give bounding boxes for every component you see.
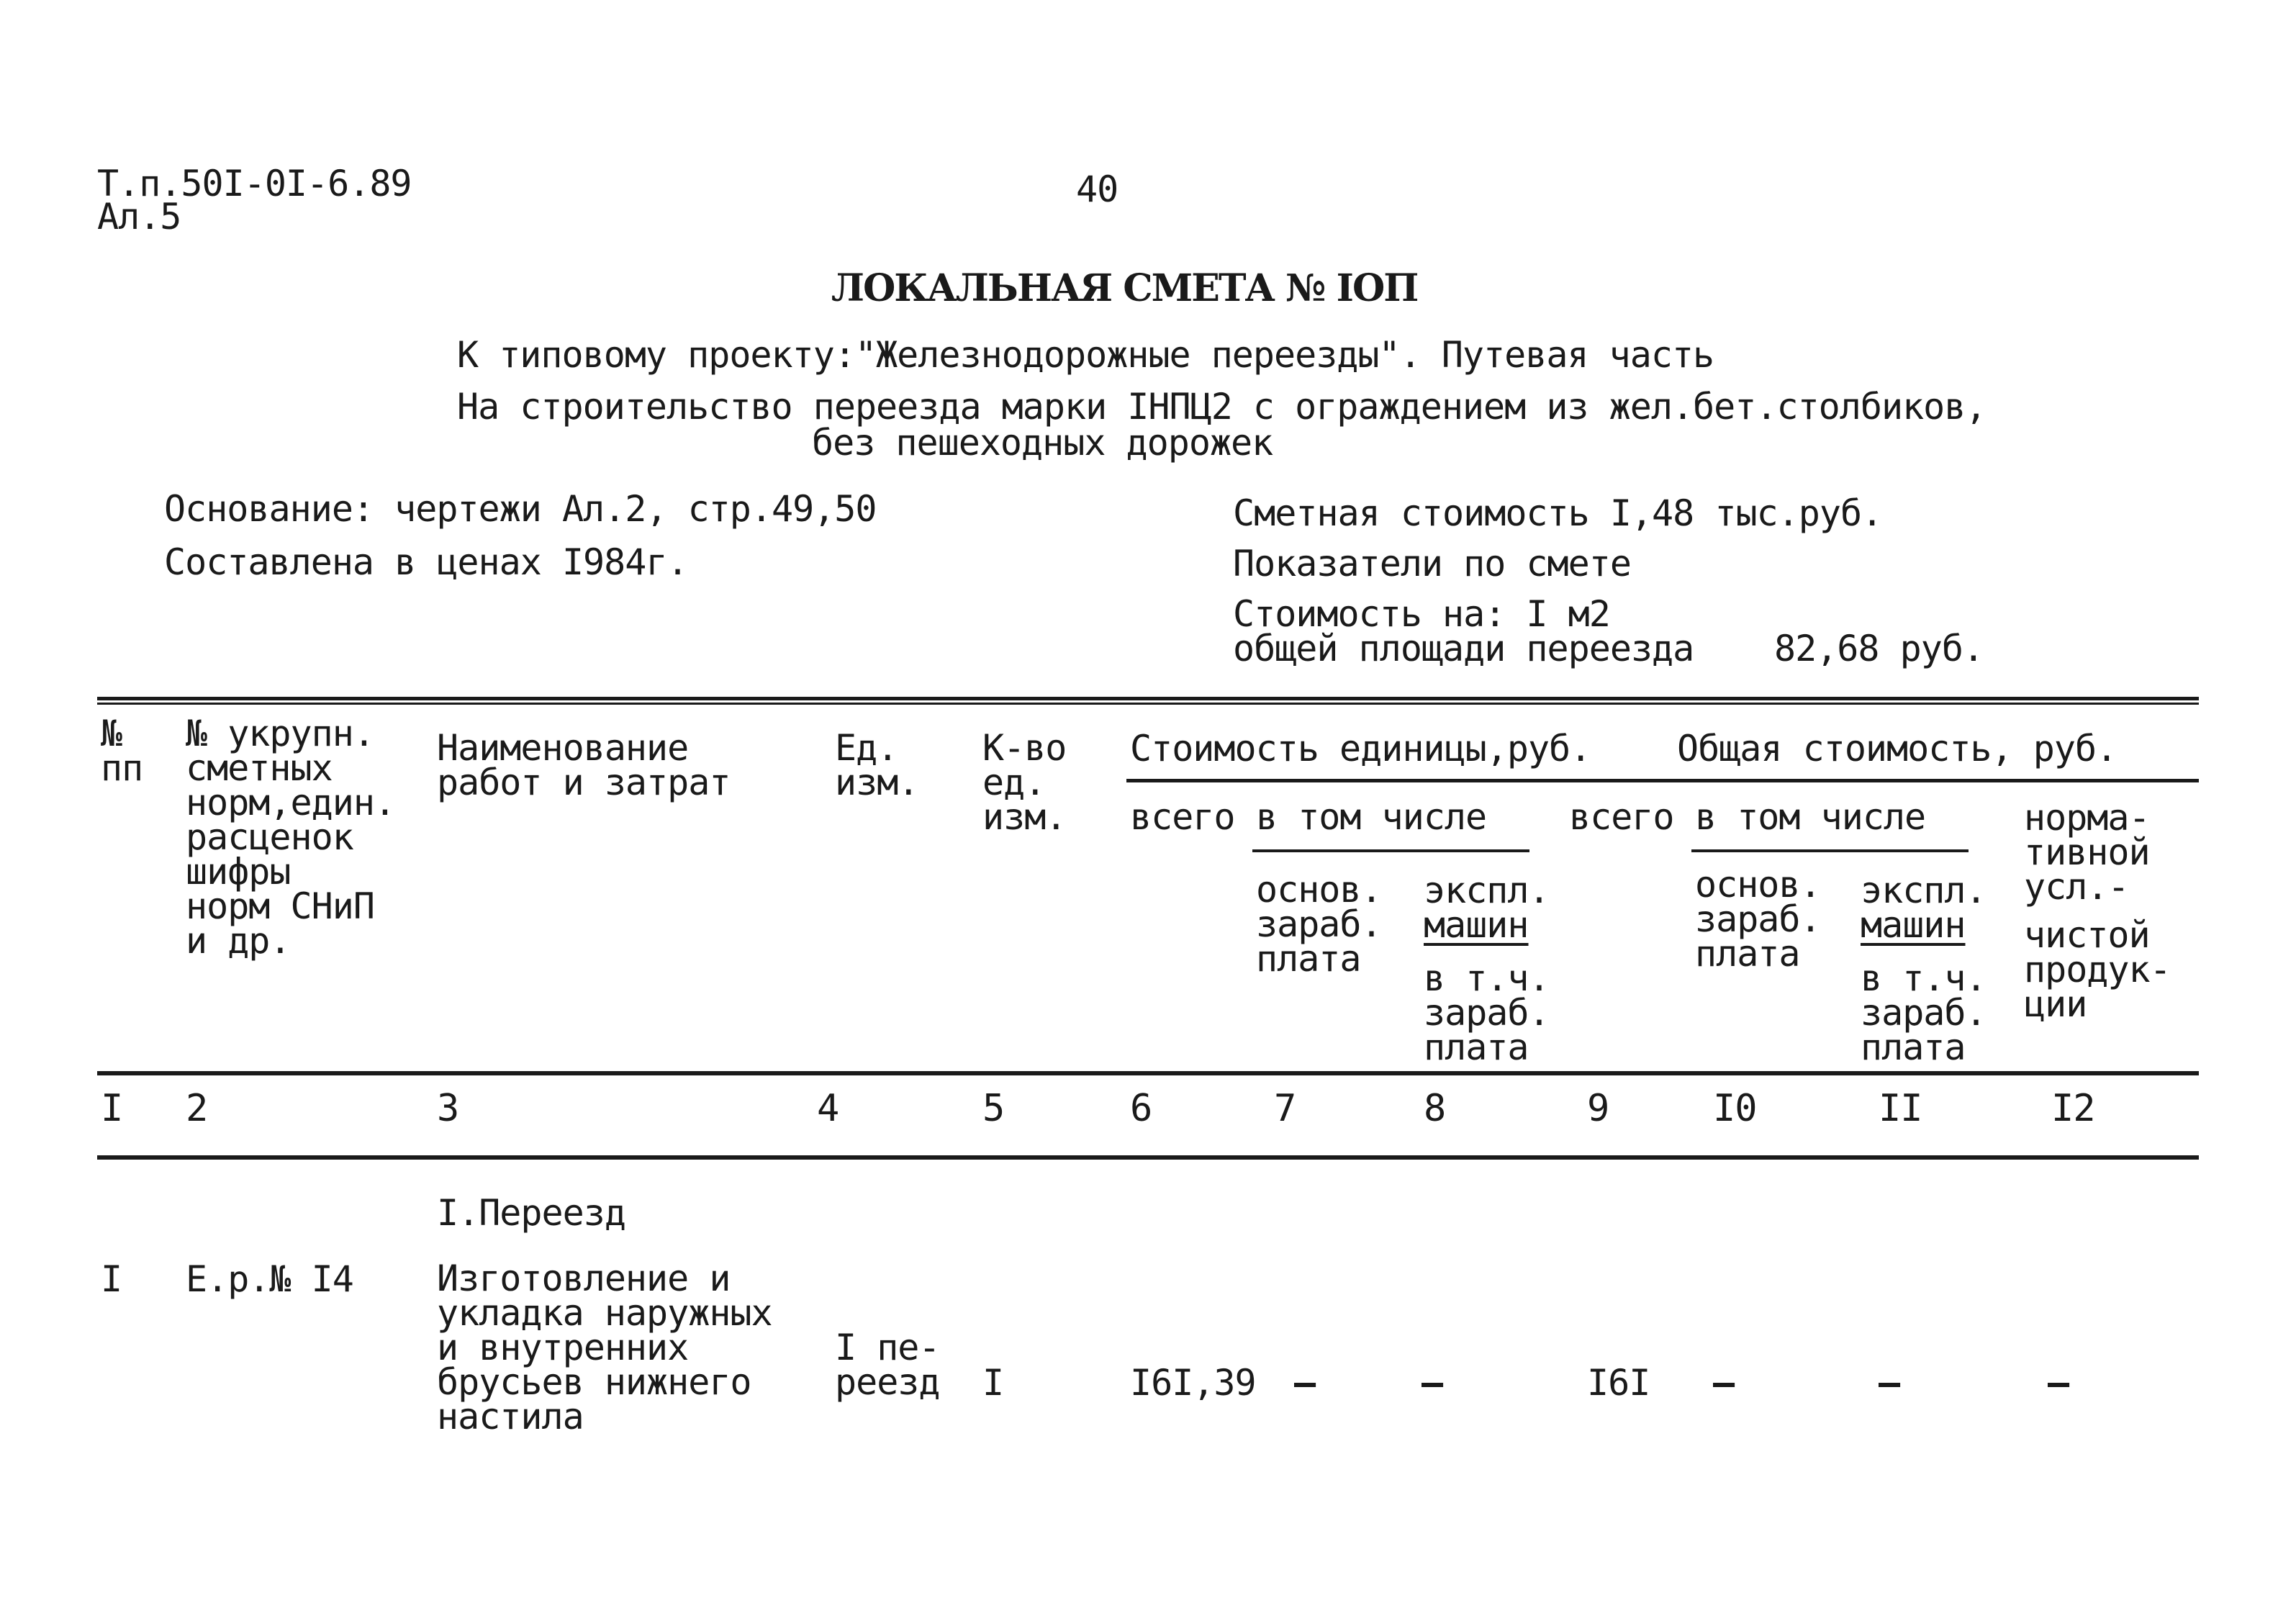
page-number: 40 (1076, 168, 1118, 210)
row-unit: I пе- реезд (835, 1327, 940, 1403)
cost-per-area-value: 82,68 руб. (1774, 628, 1984, 669)
row-unit-machine: – (1422, 1362, 1443, 1404)
header-unit-including-rule (1252, 849, 1529, 852)
subtitle-line-1: К типовому проекту:"Железнодорожные переезды". Путевая часть (457, 334, 1714, 376)
header-total-incl-wage: в т.ч. зараб. плата (1861, 957, 1987, 1068)
header-unit-cost-group: Стоимость единицы,руб. (1130, 728, 1591, 769)
document-title: ЛОКАЛЬНАЯ СМЕТА № IOП (831, 266, 1418, 310)
header-col-name: Наименование работ и затрат (437, 727, 731, 803)
header-unit-including: в том числе (1256, 796, 1487, 838)
document-code: Т.п.50I-0I-6.89 (97, 163, 412, 204)
header-col-norm: № укрупн. сметных норм,един. расценок шифры норм СНиП и др. (186, 713, 396, 962)
row-num: I (101, 1258, 122, 1300)
subtitle-line-3: без пешеходных дорожек (812, 422, 1273, 464)
header-unit-machine: экспл. (1424, 870, 1550, 911)
column-number-3: 3 (437, 1087, 459, 1130)
column-number-6: 6 (1130, 1087, 1152, 1130)
row-unit-wage: – (1294, 1362, 1316, 1404)
header-col-qty: К-во ед. изм. (982, 727, 1067, 838)
column-number-4: 4 (817, 1087, 839, 1130)
column-number-11: II (1879, 1087, 1922, 1130)
table-top-rule-2 (97, 703, 2199, 705)
row-normative: – (2048, 1362, 2069, 1404)
header-total-all: всего (1569, 796, 1674, 838)
column-number-8: 8 (1424, 1087, 1446, 1130)
header-normative-bottom: чистой продук- ции (2024, 914, 2171, 1025)
header-normative-top: норма- тивной усл.- (2024, 797, 2150, 908)
row-unit-total: I6I,39 (1130, 1362, 1256, 1404)
header-col-num: № пп (101, 713, 143, 789)
column-numbers-rule (97, 1155, 2199, 1160)
row-total-machine: – (1879, 1362, 1900, 1404)
row-qty: I (982, 1362, 1004, 1404)
header-total-machine: экспл. (1861, 870, 1987, 911)
row-name: Изготовление и укладка наружных и внутренних брусьев нижнего настила (437, 1258, 772, 1437)
column-number-7: 7 (1274, 1087, 1296, 1130)
header-total-cost-group: Общая стоимость, руб. (1677, 728, 2118, 769)
cost-per-area-label: общей площади переезда (1233, 628, 1694, 669)
header-total-machine-underlined: машин (1861, 904, 1966, 946)
header-total-including: в том числе (1695, 796, 1926, 838)
header-total-including-rule (1691, 849, 1969, 852)
column-number-2: 2 (186, 1087, 208, 1130)
row-norm: Е.р.№ I4 (186, 1258, 353, 1300)
column-number-12: I2 (2051, 1087, 2095, 1130)
indicators-label: Показатели по смете (1233, 543, 1631, 584)
header-unit-base-wage: основ. зараб. плата (1256, 869, 1382, 980)
header-unit-machine-underlined: машин (1424, 904, 1529, 946)
basis-text: Основание: чертежи Ал.2, стр.49,50 (164, 488, 877, 530)
column-number-10: I0 (1713, 1087, 1757, 1130)
column-number-9: 9 (1587, 1087, 1609, 1130)
header-group-rule (1126, 779, 2199, 782)
album-number: Ал.5 (97, 196, 181, 238)
header-bottom-rule (97, 1071, 2199, 1075)
column-number-1: I (101, 1087, 123, 1130)
subtitle-line-2: На строительство переезда марки IНПЦ2 с ограждением из жел.бет.столбиков, (457, 386, 1987, 428)
header-unit-all: всего (1130, 796, 1235, 838)
row-total: I6I (1587, 1362, 1650, 1404)
cost-per-unit-label: Стоимость на: I м2 (1233, 593, 1610, 635)
table-top-rule (97, 697, 2199, 700)
estimated-cost: Сметная стоимость I,48 тыс.руб. (1233, 492, 1883, 534)
header-col-unit: Ед. изм. (835, 727, 919, 803)
column-number-5: 5 (982, 1087, 1005, 1130)
row-total-wage: – (1713, 1362, 1735, 1404)
prices-text: Составлена в ценах I984г. (164, 541, 688, 583)
header-unit-incl-wage: в т.ч. зараб. плата (1424, 957, 1550, 1068)
section-title: I.Переезд (437, 1192, 625, 1234)
header-total-base-wage: основ. зараб. плата (1695, 864, 1821, 975)
